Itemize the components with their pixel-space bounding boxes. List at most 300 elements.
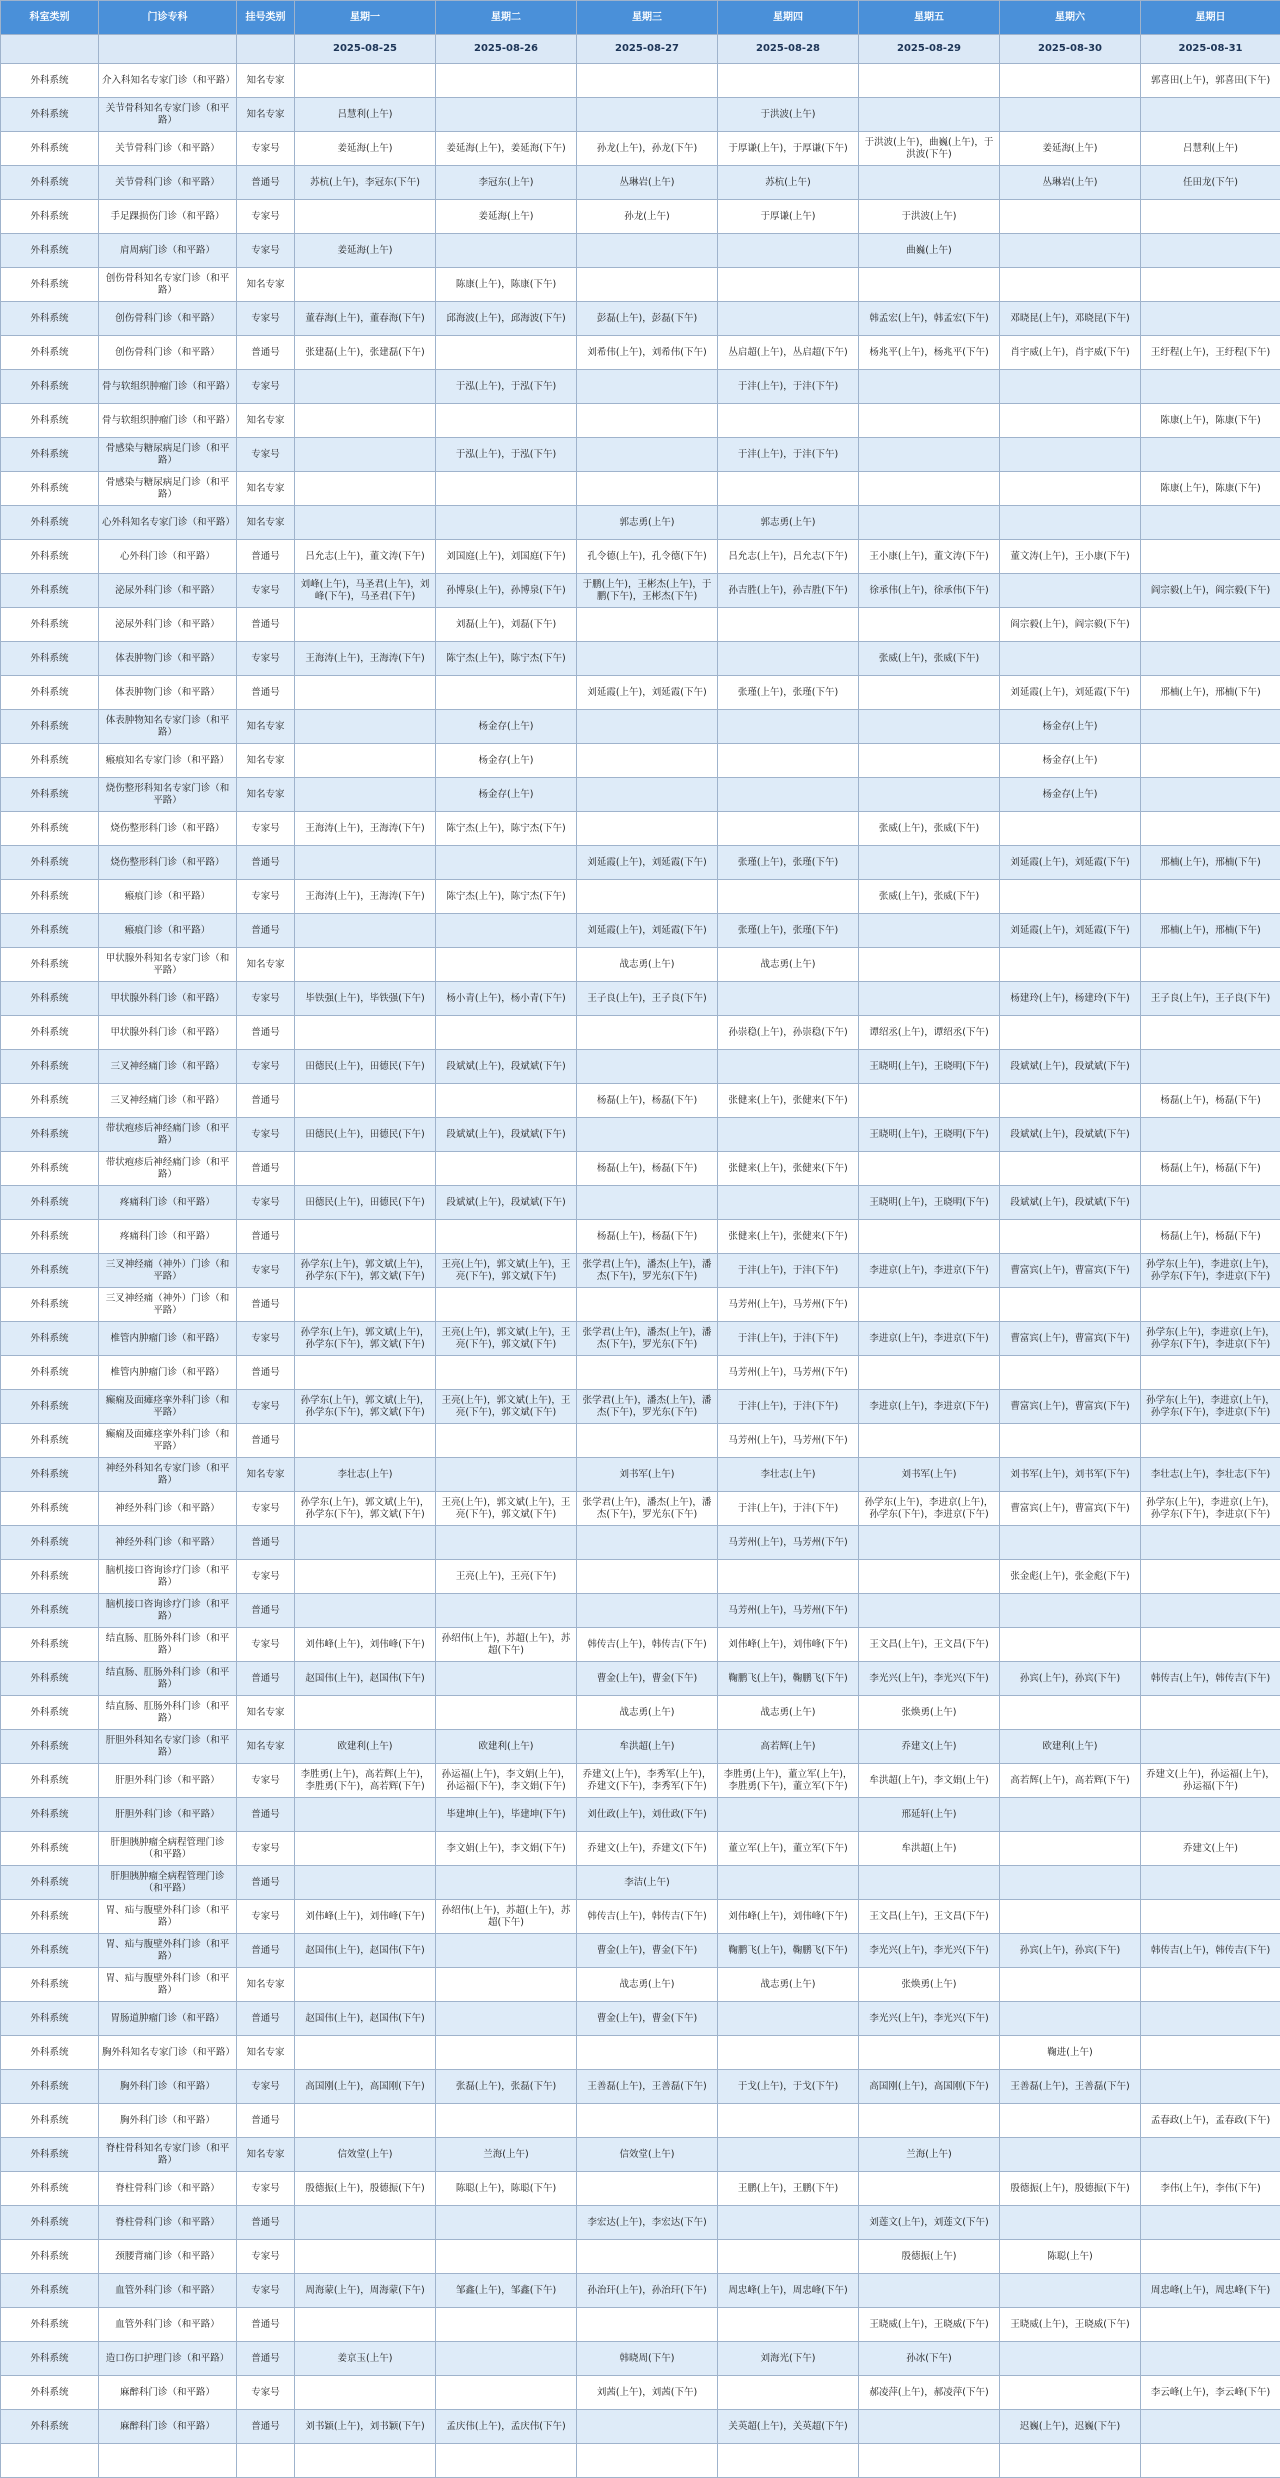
saturday-schedule-cell xyxy=(1000,1356,1141,1390)
sunday-schedule-cell xyxy=(1141,710,1280,744)
department-category-cell: 外科系统 xyxy=(1,1254,99,1288)
wednesday-schedule-cell: 韩传吉(上午)，韩传吉(下午) xyxy=(577,1900,718,1934)
monday-schedule-cell: 周海蒙(上午)，周海蒙(下午) xyxy=(295,2274,436,2308)
registration-type-cell: 普通号 xyxy=(237,846,295,880)
clinic-specialty-cell: 关节骨科门诊（和平路） xyxy=(99,166,237,200)
table-row xyxy=(1,1390,1280,1424)
saturday-schedule-cell: 曹富宾(上午)，曹富宾(下午) xyxy=(1000,1322,1141,1356)
table-row xyxy=(1,2138,1280,2172)
clinic-specialty-cell: 疼痛科门诊（和平路） xyxy=(99,1186,237,1220)
thursday-schedule-cell: 战志勇(上午) xyxy=(718,1696,859,1730)
wednesday-schedule-cell: 杨磊(上午)，杨磊(下午) xyxy=(577,1220,718,1254)
column-header-sunday: 星期日 xyxy=(1141,1,1280,35)
department-category-cell: 外科系统 xyxy=(1,2036,99,2070)
thursday-schedule-cell xyxy=(718,710,859,744)
wednesday-schedule-cell: 杨磊(上午)，杨磊(下午) xyxy=(577,1152,718,1186)
date-cell-saturday: 2025-08-30 xyxy=(1000,35,1141,64)
monday-schedule-cell xyxy=(295,2206,436,2240)
saturday-schedule-cell: 杨建玲(上午)，杨建玲(下午) xyxy=(1000,982,1141,1016)
friday-schedule-cell xyxy=(859,778,1000,812)
tuesday-schedule-cell xyxy=(436,472,577,506)
tuesday-schedule-cell xyxy=(436,1696,577,1730)
department-category-cell: 外科系统 xyxy=(1,1356,99,1390)
department-category-cell: 外科系统 xyxy=(1,778,99,812)
department-category-cell: 外科系统 xyxy=(1,234,99,268)
date-cell xyxy=(1,35,99,64)
date-row xyxy=(1,35,1280,64)
clinic-specialty-cell: 三叉神经痛门诊（和平路） xyxy=(99,1084,237,1118)
thursday-schedule-cell xyxy=(718,812,859,846)
saturday-schedule-cell xyxy=(1000,404,1141,438)
sunday-schedule-cell: 邢楠(上午)，邢楠(下午) xyxy=(1141,846,1280,880)
table-row xyxy=(1,64,1280,98)
thursday-schedule-cell xyxy=(718,268,859,302)
monday-schedule-cell xyxy=(295,1594,436,1628)
tuesday-schedule-cell: 陈宁杰(上午)，陈宁杰(下午) xyxy=(436,880,577,914)
clinic-specialty-cell: 甲状腺外科门诊（和平路） xyxy=(99,1016,237,1050)
sunday-schedule-cell xyxy=(1141,98,1280,132)
friday-schedule-cell: 韩孟宏(上午)，韩孟宏(下午) xyxy=(859,302,1000,336)
wednesday-schedule-cell: 张学君(上午)，潘杰(上午)，潘杰(下午)，罗光东(下午) xyxy=(577,1254,718,1288)
tuesday-schedule-cell xyxy=(436,948,577,982)
registration-type-cell: 普通号 xyxy=(237,914,295,948)
clinic-specialty-cell: 结直肠、肛肠外科门诊（和平路） xyxy=(99,1662,237,1696)
friday-schedule-cell xyxy=(859,1594,1000,1628)
registration-type-cell: 专家号 xyxy=(237,642,295,676)
thursday-schedule-cell xyxy=(718,880,859,914)
clinic-specialty-cell: 泌尿外科门诊（和平路） xyxy=(99,574,237,608)
sunday-schedule-cell: 邢楠(上午)，邢楠(下午) xyxy=(1141,676,1280,710)
friday-schedule-cell: 谭绍丞(上午)，谭绍丞(下午) xyxy=(859,1016,1000,1050)
table-row xyxy=(1,778,1280,812)
registration-type-cell: 专家号 xyxy=(237,1492,295,1526)
thursday-schedule-cell xyxy=(718,2444,859,2478)
friday-schedule-cell: 牟洪超(上午) xyxy=(859,1832,1000,1866)
clinic-specialty-cell: 造口伤口护理门诊（和平路） xyxy=(99,2342,237,2376)
sunday-schedule-cell xyxy=(1141,2002,1280,2036)
wednesday-schedule-cell: 乔建文(上午)，乔建文(下午) xyxy=(577,1832,718,1866)
clinic-specialty-cell: 胃、疝与腹壁外科门诊（和平路） xyxy=(99,1968,237,2002)
registration-type-cell: 知名专家 xyxy=(237,98,295,132)
sunday-schedule-cell: 吕慧利(上午) xyxy=(1141,132,1280,166)
tuesday-schedule-cell xyxy=(436,2308,577,2342)
tuesday-schedule-cell xyxy=(436,1458,577,1492)
table-row xyxy=(1,2036,1280,2070)
tuesday-schedule-cell: 姜延海(上午)，姜延海(下午) xyxy=(436,132,577,166)
monday-schedule-cell xyxy=(295,1152,436,1186)
table-row xyxy=(1,2070,1280,2104)
registration-type-cell: 普通号 xyxy=(237,166,295,200)
sunday-schedule-cell xyxy=(1141,1900,1280,1934)
clinic-specialty-cell: 心外科知名专家门诊（和平路） xyxy=(99,506,237,540)
friday-schedule-cell: 张焕勇(上午) xyxy=(859,1696,1000,1730)
wednesday-schedule-cell: 彭磊(上午)，彭磊(下午) xyxy=(577,302,718,336)
wednesday-schedule-cell: 信效堂(上午) xyxy=(577,2138,718,2172)
department-category-cell xyxy=(1,2444,99,2478)
registration-type-cell: 专家号 xyxy=(237,812,295,846)
thursday-schedule-cell xyxy=(718,302,859,336)
thursday-schedule-cell: 王鹏(上午)，王鹏(下午) xyxy=(718,2172,859,2206)
table-row xyxy=(1,710,1280,744)
wednesday-schedule-cell: 李宏达(上午)，李宏达(下午) xyxy=(577,2206,718,2240)
thursday-schedule-cell xyxy=(718,1186,859,1220)
tuesday-schedule-cell: 段斌斌(上午)，段斌斌(下午) xyxy=(436,1186,577,1220)
clinic-specialty-cell: 神经外科门诊（和平路） xyxy=(99,1492,237,1526)
table-row xyxy=(1,1118,1280,1152)
department-category-cell: 外科系统 xyxy=(1,1084,99,1118)
department-category-cell: 外科系统 xyxy=(1,2206,99,2240)
thursday-schedule-cell: 于厚谦(上午)，于厚谦(下午) xyxy=(718,132,859,166)
date-cell-wednesday: 2025-08-27 xyxy=(577,35,718,64)
sunday-schedule-cell xyxy=(1141,642,1280,676)
registration-type-cell: 普通号 xyxy=(237,1356,295,1390)
thursday-schedule-cell xyxy=(718,1050,859,1084)
table-row xyxy=(1,1730,1280,1764)
clinic-specialty-cell: 肝胆胰肿瘤全病程管理门诊（和平路） xyxy=(99,1866,237,1900)
column-header-department-category: 科室类别 xyxy=(1,1,99,35)
sunday-schedule-cell xyxy=(1141,2070,1280,2104)
sunday-schedule-cell xyxy=(1141,608,1280,642)
table-row xyxy=(1,370,1280,404)
registration-type-cell: 知名专家 xyxy=(237,64,295,98)
department-category-cell: 外科系统 xyxy=(1,1696,99,1730)
table-row xyxy=(1,1696,1280,1730)
department-category-cell: 外科系统 xyxy=(1,982,99,1016)
clinic-specialty-cell: 瘢痕门诊（和平路） xyxy=(99,914,237,948)
saturday-schedule-cell: 曹富宾(上午)，曹富宾(下午) xyxy=(1000,1492,1141,1526)
department-category-cell: 外科系统 xyxy=(1,1798,99,1832)
thursday-schedule-cell xyxy=(718,642,859,676)
department-category-cell: 外科系统 xyxy=(1,1594,99,1628)
department-category-cell: 外科系统 xyxy=(1,404,99,438)
clinic-specialty-cell: 肝胆外科门诊（和平路） xyxy=(99,1798,237,1832)
sunday-schedule-cell xyxy=(1141,1968,1280,2002)
friday-schedule-cell: 王文昌(上午)，王文昌(下午) xyxy=(859,1900,1000,1934)
registration-type-cell: 普通号 xyxy=(237,1424,295,1458)
friday-schedule-cell: 张威(上午)，张威(下午) xyxy=(859,642,1000,676)
clinic-specialty-cell: 麻醉科门诊（和平路） xyxy=(99,2376,237,2410)
table-row xyxy=(1,1662,1280,1696)
registration-type-cell: 普通号 xyxy=(237,1084,295,1118)
department-category-cell: 外科系统 xyxy=(1,744,99,778)
friday-schedule-cell xyxy=(859,710,1000,744)
monday-schedule-cell: 赵国伟(上午)，赵国伟(下午) xyxy=(295,1662,436,1696)
sunday-schedule-cell xyxy=(1141,2444,1280,2478)
sunday-schedule-cell: 李伟(上午)，李伟(下午) xyxy=(1141,2172,1280,2206)
monday-schedule-cell xyxy=(295,2240,436,2274)
saturday-schedule-cell: 迟巍(上午)，迟巍(下午) xyxy=(1000,2410,1141,2444)
monday-schedule-cell: 董春海(上午)，董春海(下午) xyxy=(295,302,436,336)
monday-schedule-cell xyxy=(295,2036,436,2070)
saturday-schedule-cell xyxy=(1000,1968,1141,2002)
thursday-schedule-cell: 张健来(上午)，张健来(下午) xyxy=(718,1220,859,1254)
wednesday-schedule-cell: 张学君(上午)，潘杰(上午)，潘杰(下午)，罗光东(下午) xyxy=(577,1492,718,1526)
department-category-cell: 外科系统 xyxy=(1,642,99,676)
sunday-schedule-cell: 王纡程(上午)，王纡程(下午) xyxy=(1141,336,1280,370)
monday-schedule-cell xyxy=(295,370,436,404)
tuesday-schedule-cell xyxy=(436,2342,577,2376)
friday-schedule-cell xyxy=(859,64,1000,98)
clinic-specialty-cell: 创伤骨科门诊（和平路） xyxy=(99,336,237,370)
sunday-schedule-cell xyxy=(1141,1798,1280,1832)
monday-schedule-cell xyxy=(295,1866,436,1900)
tuesday-schedule-cell: 段斌斌(上午)，段斌斌(下午) xyxy=(436,1118,577,1152)
saturday-schedule-cell xyxy=(1000,98,1141,132)
tuesday-schedule-cell: 杨金存(上午) xyxy=(436,778,577,812)
saturday-schedule-cell xyxy=(1000,1798,1141,1832)
friday-schedule-cell: 郝凌萍(上午)，郝凌萍(下午) xyxy=(859,2376,1000,2410)
wednesday-schedule-cell xyxy=(577,2172,718,2206)
monday-schedule-cell: 姜延海(上午) xyxy=(295,132,436,166)
registration-type-cell: 专家号 xyxy=(237,574,295,608)
saturday-schedule-cell: 段斌斌(上午)，段斌斌(下午) xyxy=(1000,1186,1141,1220)
monday-schedule-cell: 姜延海(上午) xyxy=(295,234,436,268)
clinic-specialty-cell: 脊柱骨科知名专家门诊（和平路） xyxy=(99,2138,237,2172)
table-row xyxy=(1,234,1280,268)
friday-schedule-cell xyxy=(859,1560,1000,1594)
saturday-schedule-cell xyxy=(1000,1696,1141,1730)
friday-schedule-cell xyxy=(859,846,1000,880)
tuesday-schedule-cell: 孙博泉(上午)，孙博泉(下午) xyxy=(436,574,577,608)
monday-schedule-cell: 刘伟峰(上午)，刘伟峰(下午) xyxy=(295,1900,436,1934)
monday-schedule-cell xyxy=(295,200,436,234)
department-category-cell: 外科系统 xyxy=(1,438,99,472)
thursday-schedule-cell: 郭志勇(上午) xyxy=(718,506,859,540)
table-row xyxy=(1,1254,1280,1288)
monday-schedule-cell xyxy=(295,1016,436,1050)
table-row xyxy=(1,98,1280,132)
saturday-schedule-cell xyxy=(1000,2376,1141,2410)
clinic-specialty-cell: 创伤骨科门诊（和平路） xyxy=(99,302,237,336)
monday-schedule-cell: 王海涛(上午)，王海涛(下午) xyxy=(295,812,436,846)
sunday-schedule-cell xyxy=(1141,302,1280,336)
friday-schedule-cell xyxy=(859,404,1000,438)
department-category-cell: 外科系统 xyxy=(1,1764,99,1798)
tuesday-schedule-cell: 王亮(上午)，王亮(下午) xyxy=(436,1560,577,1594)
clinic-specialty-cell: 甲状腺外科门诊（和平路） xyxy=(99,982,237,1016)
department-category-cell: 外科系统 xyxy=(1,1832,99,1866)
saturday-schedule-cell: 邓晓昆(上午)，邓晓昆(下午) xyxy=(1000,302,1141,336)
thursday-schedule-cell xyxy=(718,1560,859,1594)
monday-schedule-cell xyxy=(295,1356,436,1390)
wednesday-schedule-cell xyxy=(577,710,718,744)
registration-type-cell: 专家号 xyxy=(237,370,295,404)
registration-type-cell: 知名专家 xyxy=(237,1730,295,1764)
friday-schedule-cell: 于洪波(上午) xyxy=(859,200,1000,234)
thursday-schedule-cell: 于沣(上午)，于沣(下午) xyxy=(718,1390,859,1424)
table-row xyxy=(1,2376,1280,2410)
thursday-schedule-cell: 于厚谦(上午) xyxy=(718,200,859,234)
table-row xyxy=(1,676,1280,710)
thursday-schedule-cell xyxy=(718,2240,859,2274)
thursday-schedule-cell xyxy=(718,2104,859,2138)
wednesday-schedule-cell: 张学君(上午)，潘杰(上午)，潘杰(下午)，罗光东(下午) xyxy=(577,1390,718,1424)
saturday-schedule-cell: 董文涛(上午)，王小康(下午) xyxy=(1000,540,1141,574)
wednesday-schedule-cell: 乔建文(上午)，李秀军(上午)，乔建文(下午)，李秀军(下午) xyxy=(577,1764,718,1798)
wednesday-schedule-cell: 刘仕政(上午)，刘仕政(下午) xyxy=(577,1798,718,1832)
monday-schedule-cell: 刘书颖(上午)，刘书颖(下午) xyxy=(295,2410,436,2444)
wednesday-schedule-cell xyxy=(577,880,718,914)
wednesday-schedule-cell: 刘茜(上午)，刘茜(下午) xyxy=(577,2376,718,2410)
tuesday-schedule-cell xyxy=(436,1016,577,1050)
clinic-specialty-cell: 肝胆胰肿瘤全病程管理门诊（和平路） xyxy=(99,1832,237,1866)
table-row xyxy=(1,2240,1280,2274)
registration-type-cell: 知名专家 xyxy=(237,2036,295,2070)
sunday-schedule-cell: 孙学东(上午)，李进京(上午)，孙学东(下午)，李进京(下午) xyxy=(1141,1390,1280,1424)
friday-schedule-cell xyxy=(859,438,1000,472)
wednesday-schedule-cell xyxy=(577,812,718,846)
thursday-schedule-cell xyxy=(718,2206,859,2240)
saturday-schedule-cell xyxy=(1000,1152,1141,1186)
registration-type-cell: 普通号 xyxy=(237,336,295,370)
saturday-schedule-cell xyxy=(1000,1900,1141,1934)
column-header-friday: 星期五 xyxy=(859,1,1000,35)
sunday-schedule-cell xyxy=(1141,1118,1280,1152)
sunday-schedule-cell: 孟春政(上午)，孟春政(下午) xyxy=(1141,2104,1280,2138)
table-row xyxy=(1,200,1280,234)
date-cell-sunday: 2025-08-31 xyxy=(1141,35,1280,64)
sunday-schedule-cell: 杨磊(上午)，杨磊(下午) xyxy=(1141,1152,1280,1186)
sunday-schedule-cell: 王子良(上午)，王子良(下午) xyxy=(1141,982,1280,1016)
thursday-schedule-cell: 战志勇(上午) xyxy=(718,948,859,982)
wednesday-schedule-cell: 王善磊(上午)，王善磊(下午) xyxy=(577,2070,718,2104)
table-row xyxy=(1,1560,1280,1594)
registration-type-cell: 普通号 xyxy=(237,2104,295,2138)
registration-type-cell: 专家号 xyxy=(237,2070,295,2104)
clinic-specialty-cell: 泌尿外科门诊（和平路） xyxy=(99,608,237,642)
thursday-schedule-cell: 于洪波(上午) xyxy=(718,98,859,132)
monday-schedule-cell xyxy=(295,1526,436,1560)
monday-schedule-cell xyxy=(295,438,436,472)
table-row xyxy=(1,1084,1280,1118)
monday-schedule-cell: 田德民(上午)，田德民(下午) xyxy=(295,1186,436,1220)
saturday-schedule-cell xyxy=(1000,2444,1141,2478)
thursday-schedule-cell: 于沣(上午)，于沣(下午) xyxy=(718,438,859,472)
column-header-registration-type: 挂号类别 xyxy=(237,1,295,35)
sunday-schedule-cell: 韩传吉(上午)，韩传吉(下午) xyxy=(1141,1662,1280,1696)
tuesday-schedule-cell xyxy=(436,98,577,132)
saturday-schedule-cell: 王晓威(上午)，王晓威(下午) xyxy=(1000,2308,1141,2342)
sunday-schedule-cell: 杨磊(上午)，杨磊(下午) xyxy=(1141,1084,1280,1118)
monday-schedule-cell: 信效堂(上午) xyxy=(295,2138,436,2172)
tuesday-schedule-cell xyxy=(436,1424,577,1458)
sunday-schedule-cell: 乔建文(上午)，孙运福(上午)，孙运福(下午) xyxy=(1141,1764,1280,1798)
sunday-schedule-cell xyxy=(1141,370,1280,404)
tuesday-schedule-cell xyxy=(436,1356,577,1390)
tuesday-schedule-cell xyxy=(436,2104,577,2138)
wednesday-schedule-cell xyxy=(577,64,718,98)
friday-schedule-cell xyxy=(859,1220,1000,1254)
registration-type-cell: 普通号 xyxy=(237,2410,295,2444)
wednesday-schedule-cell: 李洁(上午) xyxy=(577,1866,718,1900)
department-category-cell: 外科系统 xyxy=(1,2274,99,2308)
sunday-schedule-cell: 陈康(上午)，陈康(下午) xyxy=(1141,404,1280,438)
wednesday-schedule-cell: 刘延霞(上午)，刘延霞(下午) xyxy=(577,914,718,948)
tuesday-schedule-cell xyxy=(436,2002,577,2036)
wednesday-schedule-cell xyxy=(577,98,718,132)
monday-schedule-cell: 苏杭(上午)，李冠东(下午) xyxy=(295,166,436,200)
clinic-specialty-cell: 神经外科知名专家门诊（和平路） xyxy=(99,1458,237,1492)
wednesday-schedule-cell xyxy=(577,608,718,642)
wednesday-schedule-cell: 刘延霞(上午)，刘延霞(下午) xyxy=(577,846,718,880)
friday-schedule-cell: 高国刚(上午)，高国刚(下午) xyxy=(859,2070,1000,2104)
clinic-specialty-cell: 烧伤整形科门诊（和平路） xyxy=(99,846,237,880)
thursday-schedule-cell xyxy=(718,64,859,98)
department-category-cell: 外科系统 xyxy=(1,2138,99,2172)
sunday-schedule-cell xyxy=(1141,1628,1280,1662)
tuesday-schedule-cell xyxy=(436,2240,577,2274)
table-row xyxy=(1,2002,1280,2036)
registration-type-cell: 专家号 xyxy=(237,200,295,234)
saturday-schedule-cell xyxy=(1000,2206,1141,2240)
friday-schedule-cell: 张威(上午)，张威(下午) xyxy=(859,880,1000,914)
saturday-schedule-cell xyxy=(1000,1084,1141,1118)
wednesday-schedule-cell: 战志勇(上午) xyxy=(577,1696,718,1730)
registration-type-cell: 专家号 xyxy=(237,2376,295,2410)
saturday-schedule-cell xyxy=(1000,2274,1141,2308)
thursday-schedule-cell: 鞠鹏飞(上午)，鞠鹏飞(下午) xyxy=(718,1934,859,1968)
tuesday-schedule-cell: 欧建利(上午) xyxy=(436,1730,577,1764)
clinic-specialty-cell: 癫痫及面瘫痉挛外科门诊（和平路） xyxy=(99,1390,237,1424)
clinic-specialty-cell: 三叉神经痛（神外）门诊（和平路） xyxy=(99,1254,237,1288)
department-category-cell: 外科系统 xyxy=(1,1526,99,1560)
table-row xyxy=(1,1968,1280,2002)
tuesday-schedule-cell xyxy=(436,2036,577,2070)
department-category-cell: 外科系统 xyxy=(1,472,99,506)
department-category-cell: 外科系统 xyxy=(1,2410,99,2444)
header-row xyxy=(1,1,1280,35)
tuesday-schedule-cell xyxy=(436,1288,577,1322)
wednesday-schedule-cell xyxy=(577,1288,718,1322)
registration-type-cell: 普通号 xyxy=(237,1220,295,1254)
friday-schedule-cell: 刘莲文(上午)，刘莲文(下午) xyxy=(859,2206,1000,2240)
wednesday-schedule-cell: 曹金(上午)，曹金(下午) xyxy=(577,1934,718,1968)
saturday-schedule-cell xyxy=(1000,200,1141,234)
saturday-schedule-cell: 杨金存(上午) xyxy=(1000,778,1141,812)
tuesday-schedule-cell xyxy=(436,2376,577,2410)
clinic-specialty-cell: 椎管内肿瘤门诊（和平路） xyxy=(99,1356,237,1390)
friday-schedule-cell xyxy=(859,268,1000,302)
friday-schedule-cell xyxy=(859,2036,1000,2070)
sunday-schedule-cell xyxy=(1141,1356,1280,1390)
monday-schedule-cell: 孙学东(上午)，郭文斌(上午)，孙学东(下午)，郭文斌(下午) xyxy=(295,1390,436,1424)
table-row xyxy=(1,846,1280,880)
registration-type-cell: 普通号 xyxy=(237,1798,295,1832)
saturday-schedule-cell: 曹富宾(上午)，曹富宾(下午) xyxy=(1000,1254,1141,1288)
table-row xyxy=(1,1832,1280,1866)
registration-type-cell: 知名专家 xyxy=(237,268,295,302)
clinic-specialty-cell: 三叉神经痛（神外）门诊（和平路） xyxy=(99,1288,237,1322)
registration-type-cell: 普通号 xyxy=(237,1934,295,1968)
table-row xyxy=(1,948,1280,982)
thursday-schedule-cell xyxy=(718,778,859,812)
clinic-specialty-cell: 体表肿物门诊（和平路） xyxy=(99,642,237,676)
friday-schedule-cell xyxy=(859,676,1000,710)
registration-type-cell: 普通号 xyxy=(237,1594,295,1628)
tuesday-schedule-cell xyxy=(436,1220,577,1254)
clinic-specialty-cell: 骨与软组织肿瘤门诊（和平路） xyxy=(99,370,237,404)
tuesday-schedule-cell: 邹鑫(上午)，邹鑫(下午) xyxy=(436,2274,577,2308)
department-category-cell: 外科系统 xyxy=(1,132,99,166)
clinic-specialty-cell: 骨感染与糖尿病足门诊（和平路） xyxy=(99,472,237,506)
table-row xyxy=(1,438,1280,472)
monday-schedule-cell: 吕允志(上午)，董文涛(下午) xyxy=(295,540,436,574)
saturday-schedule-cell: 杨金存(上午) xyxy=(1000,710,1141,744)
registration-type-cell: 普通号 xyxy=(237,2308,295,2342)
registration-type-cell: 专家号 xyxy=(237,1560,295,1594)
clinic-specialty-cell: 三叉神经痛门诊（和平路） xyxy=(99,1050,237,1084)
friday-schedule-cell xyxy=(859,1356,1000,1390)
